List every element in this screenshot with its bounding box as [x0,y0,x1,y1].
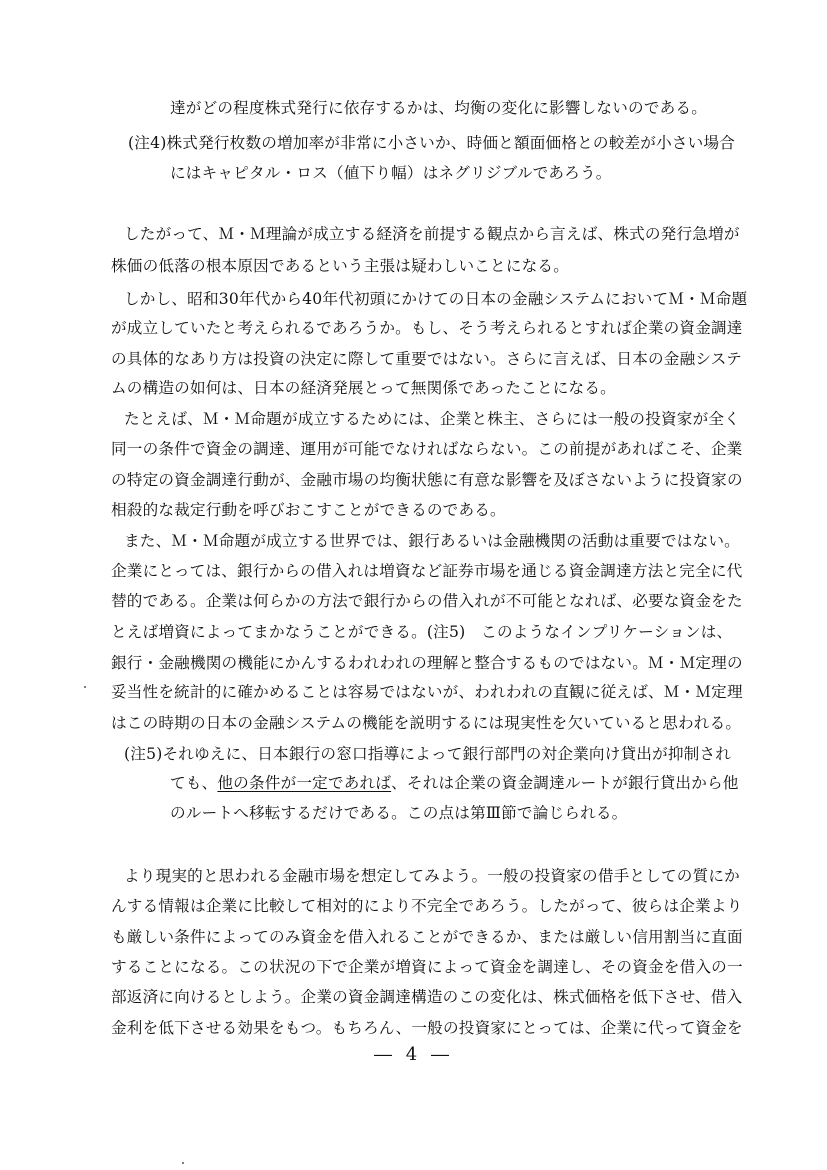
footnote-4-continuation: にはキャピタル・ロス（値下り幅）はネグリジブルであろう。 [170,164,612,182]
paragraph-line: したがって、Ｍ・Ｍ理論が成立する経済を前提する観点から言えば、株式の発行急増が [124,225,740,243]
paragraph-line: することになる。この状況の下で企業が増資によって資金を調達し、その資金を借入の一 [111,958,743,976]
paragraph-line: 同一の条件で資金の調達、運用が可能でなければならない。この前提があればこそ、企業 [111,440,743,458]
paragraph-line: 企業にとっては、銀行からの借入れは増資など証券市場を通じる資金調達方法と完全に代 [111,562,743,580]
paragraph-line: 妥当性を統計的に確かめることは容易ではないが、われわれの直観に従えば、Ｍ・Ｍ定理 [111,683,743,701]
footnote-5-continuation [170,773,739,793]
paragraph-line: ムの構造の如何は、日本の経済発展とって無関係であったことになる。 [111,379,616,397]
paragraph-line: も厳しい条件によってのみ資金を借入れることができるか、または厳しい信用割当に直面 [111,928,743,946]
paragraph-line: とえば増資によってまかなうことができる。(注5) このようなインプリケーションは、 [111,623,733,641]
footnote-5-heading: (注5)それゆえに、日本銀行の窓口指導によって銀行部門の対企業向け貸出が抑制され [124,745,732,763]
paragraph-line: 株価の低落の根本原因であるという主張は疑わしいことになる。 [111,257,570,275]
paragraph-line: しかし、昭和30年代から40年代初頭にかけての日本の金融システムにおいてＭ・Ｍ命題 [124,290,748,308]
paragraph-line: 相殺的な裁定行動を呼びおこすことができるのである。 [111,501,506,519]
paragraph-line: の具体的なあり方は投資の決定に際して重要ではない。さらに言えば、日本の金融システ [111,350,742,368]
paragraph-line: たとえば、Ｍ・Ｍ命題が成立するためには、企業と株主、さらには一般の投資家が全く [124,410,740,428]
paragraph-line: んする情報は企業に比較して相対的により不完全であろう。したがって、彼らは企業より [111,897,743,915]
paragraph-line: より現実的と思われる金融市場を想定してみよう。一般の投資家の借手としての質にか [124,867,740,885]
scan-speck [182,1162,184,1164]
note4-preceding-line: 達がどの程度株式発行に依存するかは、均衡の変化に影響しないのである。 [170,99,707,117]
paragraph-line: 部返済に向けるとしよう。企業の資金調達構造のこの変化は、株式価格を低下させ、借入 [111,988,743,1006]
footnote-4-heading: (注4)株式発行枚数の増加率が非常に小さいか、時価と額面価格との較差が小さい場合 [128,134,736,152]
footnote-5-text-b: 、それは企業の資金調達ルートが銀行貸出から他 [391,774,739,792]
paragraph-line: 銀行・金融機関の機能にかんするわれわれの理解と整合するものではない。Ｍ・Ｍ定理の [111,654,743,672]
page-number: ― 4 ― [374,1044,453,1065]
paragraph-line: また、Ｍ・Ｍ命題が成立する世界では、銀行あるいは金融機関の活動は重要ではない。 [124,532,740,550]
paragraph-line: 金利を低下させる効果をもつ。もちろん、一般の投資家にとっては、企業に代って資金を [111,1019,743,1037]
footnote-5-continuation: のルートへ移転するだけである。この点は第Ⅲ節で論じられる。 [170,804,628,822]
paragraph-line: 替的である。企業は何らかの方法で銀行からの借入れが不可能となれば、必要な資金をた [111,592,743,610]
paragraph-line: が成立していたと考えられるであろうか。もし、そう考えられるとすれば企業の資金調達 [111,319,743,337]
paragraph-line: の特定の資金調達行動が、金融市場の均衡状態に有意な影響を及ぼさないように投資家の [111,471,743,489]
scan-speck [84,686,86,688]
paragraph-line: はこの時期の日本の金融システムの機能を説明するには現実性を欠いていると思われる。 [111,714,742,732]
footnote-5-text-a: ても、 [170,774,218,792]
footnote-5-underlined-phrase: 他の条件が一定であれば [217,774,392,792]
